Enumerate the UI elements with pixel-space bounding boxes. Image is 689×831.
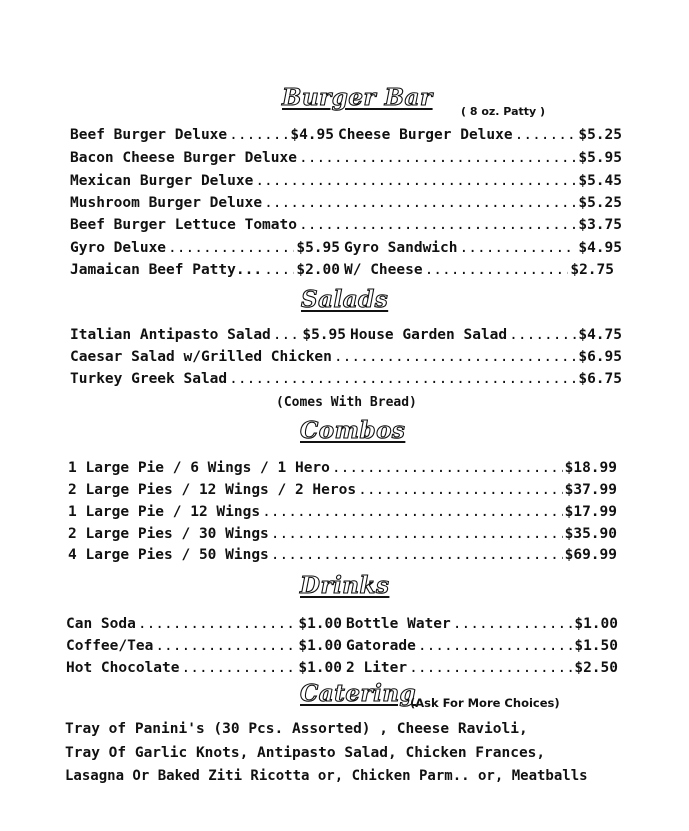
leader-dots [271, 545, 563, 565]
item-name: Coffee/Tea [66, 638, 154, 654]
menu-line [66, 636, 618, 656]
leader-dots [138, 614, 297, 634]
menu-item [70, 260, 340, 280]
item-name: Bacon Cheese Burger Deluxe [70, 150, 297, 166]
menu-item [68, 458, 617, 478]
menu-line [70, 125, 622, 145]
menu-item [66, 636, 342, 656]
item-name: Beef Burger Lettuce Tomato [70, 217, 297, 233]
catering-line: Tray Of Garlic Knots, Antipasto Salad, Chicken Frances, [65, 745, 546, 761]
burger-bar-title: Burger Bar [282, 84, 433, 111]
menu-item [340, 238, 622, 258]
item-name: 2 Liter [346, 660, 408, 676]
menu-item [334, 125, 622, 145]
item-name: 4 Large Pies / 50 Wings [68, 547, 269, 563]
menu-item [66, 614, 342, 634]
item-price: $35.90 [564, 526, 617, 542]
menu-line [70, 325, 622, 345]
item-price: $69.99 [564, 547, 617, 563]
menu-item [68, 545, 617, 565]
catering-title: Catering [300, 680, 417, 707]
item-price: $1.00 [574, 616, 618, 632]
item-name: W/ Cheese [344, 262, 423, 278]
menu-item [346, 325, 622, 345]
item-name: Jamaican Beef Patty... [70, 262, 263, 278]
menu-item [342, 658, 618, 678]
leader-dots [262, 502, 563, 522]
menu-line [66, 658, 618, 678]
menu-line [66, 614, 618, 634]
menu-item [70, 215, 622, 235]
item-name: Gyro Deluxe [70, 240, 167, 256]
leader-dots [182, 658, 297, 678]
item-name: 1 Large Pie / 6 Wings / 1 Hero [68, 460, 330, 476]
leader-dots [332, 458, 563, 478]
item-name: Can Soda [66, 616, 136, 632]
item-name: Beef Burger Deluxe [70, 127, 228, 143]
leader-dots [264, 260, 294, 280]
item-price: $2.50 [574, 660, 618, 676]
burger-bar-note: ( 8 oz. Patty ) [461, 105, 546, 118]
menu-line [70, 260, 614, 280]
menu-item [70, 369, 622, 389]
catering-note: (Ask For More Choices) [410, 696, 560, 710]
item-price: $5.45 [578, 173, 622, 189]
item-price: $3.75 [578, 217, 622, 233]
menu-item [70, 193, 622, 213]
leader-dots [271, 524, 563, 544]
item-price: $6.95 [578, 349, 622, 365]
item-price: $4.95 [290, 127, 334, 143]
item-price: $5.95 [296, 240, 340, 256]
item-price: $18.99 [564, 460, 617, 476]
leader-dots [273, 325, 301, 345]
item-price: $17.99 [564, 504, 617, 520]
menu-item [70, 325, 346, 345]
leader-dots [299, 148, 576, 168]
item-name: Mexican Burger Deluxe [70, 173, 254, 189]
leader-dots [409, 658, 572, 678]
item-price: $2.75 [570, 262, 614, 278]
item-name: Turkey Greek Salad [70, 371, 228, 387]
menu-item [340, 260, 614, 280]
leader-dots [229, 125, 288, 145]
item-price: $1.00 [298, 616, 342, 632]
salads-note: (Comes With Bread) [276, 395, 417, 410]
menu-item [70, 347, 622, 367]
item-name: Bottle Water [346, 616, 451, 632]
item-price: $37.99 [564, 482, 617, 498]
item-name: Italian Antipasto Salad [70, 327, 271, 343]
item-price: $5.25 [578, 195, 622, 211]
leader-dots [358, 480, 563, 500]
leader-dots [229, 369, 576, 389]
item-price: $4.75 [578, 327, 622, 343]
item-name: 2 Large Pies / 12 Wings / 2 Heros [68, 482, 357, 498]
item-price: $4.95 [578, 240, 622, 256]
item-price: $2.00 [296, 262, 340, 278]
leader-dots [515, 125, 577, 145]
item-name: Gyro Sandwich [344, 240, 458, 256]
item-name: Hot Chocolate [66, 660, 180, 676]
item-price: $1.50 [574, 638, 618, 654]
item-price: $5.95 [302, 327, 346, 343]
item-price: $5.95 [578, 150, 622, 166]
menu-item [68, 480, 617, 500]
menu-line [70, 238, 622, 258]
menu-item [342, 614, 618, 634]
menu-item [70, 238, 340, 258]
menu-item [70, 148, 622, 168]
menu-item [342, 636, 618, 656]
item-name: Mushroom Burger Deluxe [70, 195, 263, 211]
item-price: $6.75 [578, 371, 622, 387]
leader-dots [299, 215, 576, 235]
item-name: House Garden Salad [350, 327, 508, 343]
item-name: 2 Large Pies / 30 Wings [68, 526, 269, 542]
menu-item [66, 658, 342, 678]
catering-line: Lasagna Or Baked Ziti Ricotta or, Chicken Parm.. or, Meatballs [65, 768, 588, 784]
item-name: Gatorade [346, 638, 416, 654]
leader-dots [168, 238, 294, 258]
leader-dots [453, 614, 573, 634]
menu-item [70, 171, 622, 191]
leader-dots [264, 193, 576, 213]
leader-dots [155, 636, 296, 656]
salads-title: Salads [301, 286, 389, 313]
item-price: $5.25 [578, 127, 622, 143]
item-name: Caesar Salad w/Grilled Chicken [70, 349, 332, 365]
item-price: $1.00 [298, 660, 342, 676]
combos-title: Combos [300, 417, 406, 444]
menu-item [68, 502, 617, 522]
menu-item [68, 524, 617, 544]
item-price: $1.00 [298, 638, 342, 654]
leader-dots [425, 260, 569, 280]
leader-dots [460, 238, 577, 258]
menu-item [70, 125, 334, 145]
leader-dots [255, 171, 576, 191]
catering-line: Tray of Panini's (30 Pcs. Assorted) , Cheese Ravioli, [65, 721, 528, 737]
leader-dots [418, 636, 573, 656]
item-name: 1 Large Pie / 12 Wings [68, 504, 261, 520]
leader-dots [509, 325, 576, 345]
leader-dots [334, 347, 576, 367]
item-name: Cheese Burger Deluxe [338, 127, 513, 143]
drinks-title: Drinks [300, 572, 390, 599]
